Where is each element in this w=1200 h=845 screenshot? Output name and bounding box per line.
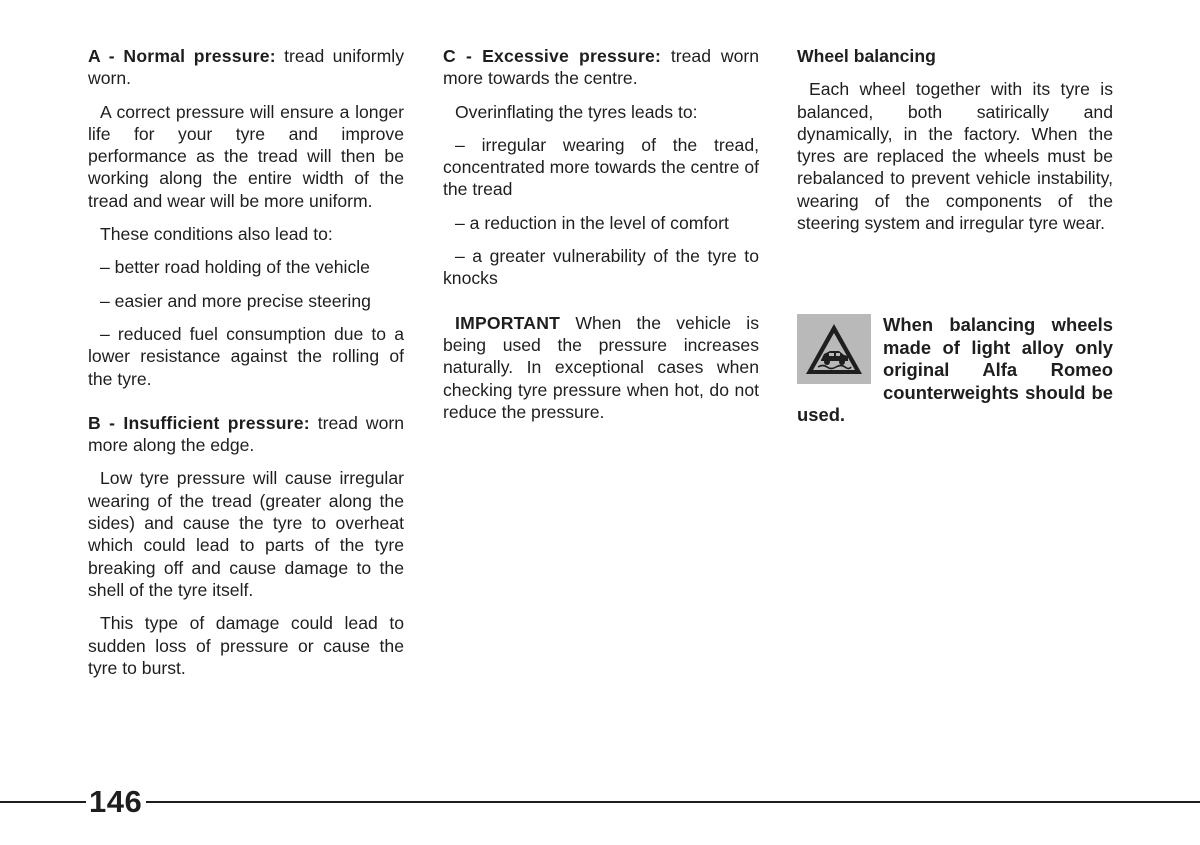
low-pressure-paragraph: Low tyre pressure will cause irregular wearing of the tread (greater along the sides) and cause the tyre to overheat which could lead to parts of the tyre breaking off and cause damage to the shell of the tyre itself.: [88, 468, 404, 600]
correct-pressure-paragraph: A correct pressure will ensure a longer life for your tyre and improve performance as the tread will then be working along the entire width of the tread and wear will be more uniform.: [88, 101, 404, 211]
wheel-balancing-paragraph: Each wheel together with its tyre is balanced, both satirically and dynamically, in the factory. When the tyres are replaced the wheels must be rebalanced to prevent vehicle instability, wearing of the components of the steering system and irregular tyre wear.: [797, 79, 1113, 234]
excessive-pressure-label: C - Excessive pressure:: [443, 46, 662, 66]
warning-box: [797, 314, 1113, 427]
important-text: When the vehicle is being used the pressure increases naturally. In exceptional cases when checking tyre pressure when hot, do not reduce the pressure.: [443, 312, 759, 422]
overinflating-paragraph: Overinflating the tyres leads to:: [455, 101, 698, 122]
important-note: [443, 312, 759, 423]
damage-paragraph: This type of damage could lead to sudden loss of pressure or cause the tyre to burst.: [88, 613, 404, 678]
column-right: [797, 45, 1113, 427]
normal-pressure-text: tread uniformly worn.: [88, 46, 404, 89]
insufficient-pressure-label: B - Insufficient pressure:: [88, 412, 310, 433]
excessive-pressure-text: tread worn more towards the centre.: [443, 46, 759, 89]
steering-item: – easier and more precise steering: [100, 290, 371, 311]
footer-rule-right: [146, 801, 1200, 803]
insufficient-pressure-text: tread worn more along the edge.: [88, 412, 405, 456]
insufficient-pressure-paragraph: [88, 412, 404, 457]
excessive-pressure-paragraph: [443, 45, 759, 90]
warning-text: When balancing wheels made of light alloy only original Alfa Romeo counterweights should be used.: [797, 314, 1113, 426]
column-left: [88, 45, 404, 690]
column-middle: [443, 45, 759, 434]
footer-rule-left: [0, 801, 86, 803]
page-number: 146: [89, 784, 143, 819]
fuel-consumption-item: – reduced fuel consumption due to a lower resistance against the rolling of the tyre.: [88, 323, 404, 389]
irregular-wearing-item: – irregular wearing of the tread, concentrated more towards the centre of the tread: [443, 134, 759, 200]
normal-pressure-paragraph: [88, 45, 404, 90]
wheel-balancing-heading: Wheel balancing: [797, 46, 936, 66]
important-label: IMPORTANT: [455, 312, 561, 333]
conditions-paragraph: These conditions also lead to:: [100, 224, 333, 245]
skidding-car-warning-icon: [797, 314, 871, 384]
road-holding-item: – better road holding of the vehicle: [100, 257, 370, 278]
normal-pressure-label: A - Normal pressure:: [88, 46, 276, 66]
comfort-item: – a reduction in the level of comfort: [455, 212, 729, 233]
vulnerability-item: – a greater vulnerability of the tyre to knocks: [443, 246, 759, 289]
